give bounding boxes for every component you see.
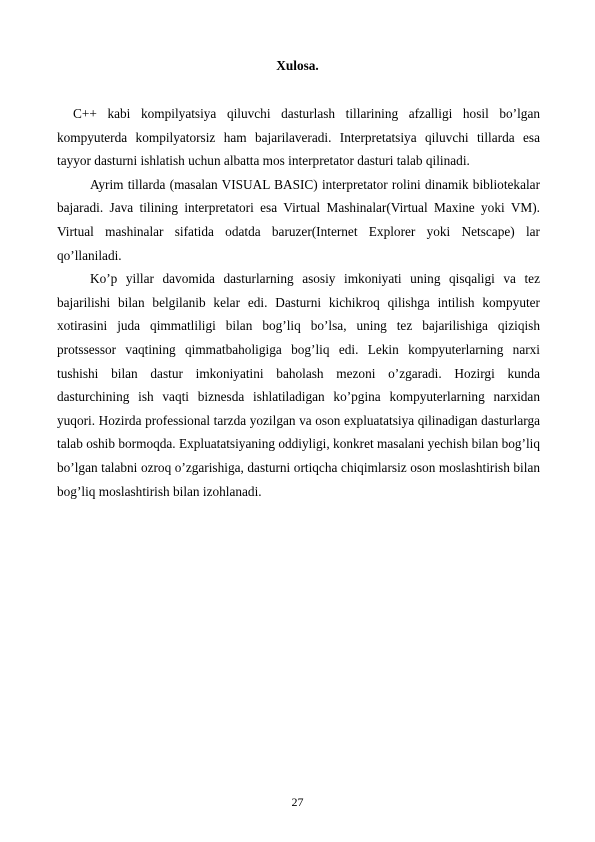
page-number: 27	[291, 795, 304, 809]
body-text	[57, 102, 540, 503]
paragraph-1: C++ kabi kompilyatsiya qiluvchi dasturlash tillarining afzalligi hosil bo’lgan kompyuterda kompilyatorsiz ham bajarilaveradi. Interpretatsiya qiluvchi tillarda esa tayyor dasturni ishlatish uchun albatta mos interpretator dasturi talab qilinadi.	[57, 106, 540, 169]
paragraph-3: Ko’p yillar davomida dasturlarning asosiy imkoniyati uning qisqaligi va tez bajarilishi bilan belgilanib kelar edi. Dasturni kichikroq qilishga intilish kompyuter xotirasini juda qimmatliligi bilan bog’liq bo’lsa, uning tez bajarilishiga qiziqish protssessor vaqtining qimmatbaholigiga bog’liq edi. Lekin kompyuterlarning narxi tushishi bilan dastur imkoniyatini baholash mezoni o’zgaradi. Hozirgi kunda dasturchining ish vaqti biznesda ishlatiladigan ko’pgina kompyuterlarning narxidan yuqori. Hozirda professional tarzda yozilgan va oson expluatatsiya qilinadigan dasturlarga talab oshib bormoqda. Expluatatsiyaning oddiyligi, konkret masalani yechish bilan bog’liq bo’lgan talabni ozroq o’zgarishiga, dasturni ortiqcha chiqimlarsiz oson moslashtirish bilan bog’liq moslashtirish bilan izohlanadi.	[57, 271, 540, 499]
paragraph-2: Ayrim tillarda (masalan VISUAL BASIC) interpretator rolini dinamik bibliotekalar bajaradi. Java tilining interpretatori esa Virtual Mashinalar(Virtual Maxine yoki VM). Virtual mashinalar sifatida odatda baruzer(Internet Explorer yoki Netscape) lar qo’llaniladi.	[57, 176, 540, 263]
page-title: Xulosa.	[276, 58, 319, 73]
